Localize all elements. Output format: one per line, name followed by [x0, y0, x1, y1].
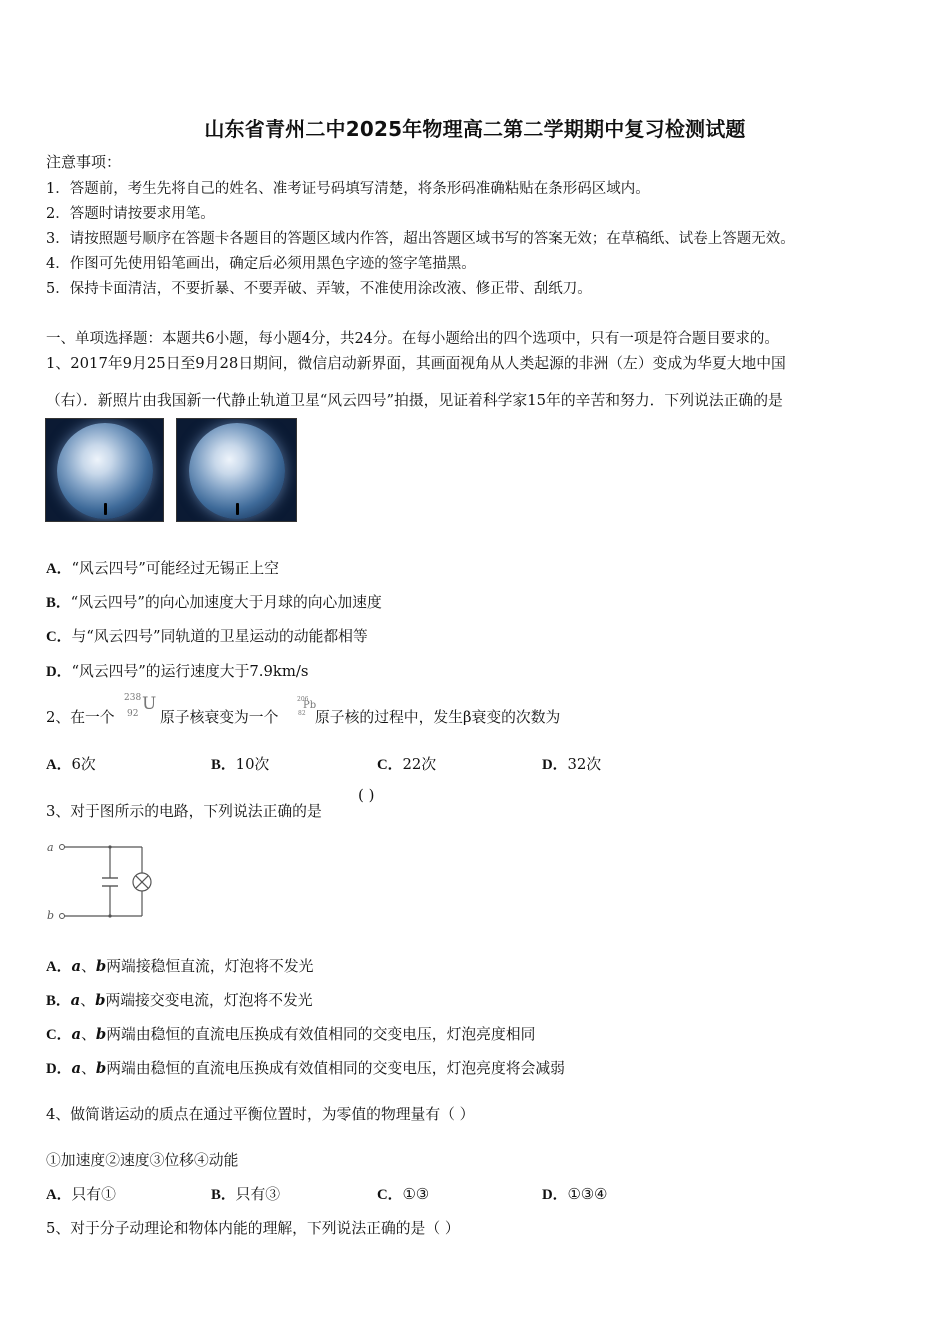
q2-stem-suffix: 原子核的过程中，发生β衰变的次数为: [315, 709, 561, 726]
person-silhouette-icon: [236, 503, 239, 515]
q1-stem-line1: 1、2017年9月25日至9月28日期间，微信启动新界面，其画面视角从人类起源的非洲（左）变成为华夏大地中国: [46, 355, 786, 372]
q2-stem-prefix: 2、在一个: [46, 709, 115, 726]
junction-bottom: [108, 914, 111, 917]
terminal-b-label: b: [47, 909, 55, 922]
lead-mass-number: 206: [297, 696, 309, 703]
q3-option-a: A．a、b两端接稳恒直流，灯泡将不发光: [46, 958, 314, 975]
q1-option-c: C．与“风云四号”同轨道的卫星运动的动能都相等: [46, 628, 368, 645]
q1-option-b: B．“风云四号”的向心加速度大于月球的向心加速度: [46, 594, 382, 611]
q3-option-d: D．a、b两端由稳恒的直流电压换成有效值相同的交变电压，灯泡亮度将会减弱: [46, 1060, 565, 1077]
q4-option-a: A．只有①: [46, 1186, 116, 1203]
note-item: 3．请按照题号顺序在答题卡各题目的答题区域内作答，超出答题区域书写的答案无效；在草稿纸、试卷上答题无效。: [46, 231, 795, 247]
q3-option-c: C．a、b两端由稳恒的直流电压换成有效值相同的交变电压，灯泡亮度相同: [46, 1026, 536, 1043]
q2-option-d: D．32次: [542, 756, 602, 773]
q2-stem-middle: 原子核衰变为一个: [160, 709, 279, 726]
q4-option-d: D．①③④: [542, 1186, 608, 1203]
uranium-atomic-number: 92: [127, 709, 139, 719]
earth-photo-china: [176, 418, 297, 522]
note-item: 2．答题时请按要求用笔。: [46, 206, 215, 222]
q3-option-b: B．a、b两端接交变电流，灯泡将不发光: [46, 992, 313, 1009]
q3-stem: 3、对于图所示的电路，下列说法正确的是: [46, 803, 322, 820]
terminal-a-node: [60, 845, 65, 850]
q1-option-d: D．“风云四号”的运行速度大于7.9km/s: [46, 663, 309, 680]
terminal-a-label: a: [47, 841, 54, 854]
uranium-mass-number: 238: [124, 693, 142, 703]
junction-top: [108, 845, 111, 848]
q2-option-c: C．22次: [377, 756, 437, 773]
q4-option-b: B．只有③: [211, 1186, 281, 1203]
circuit-wires: [65, 847, 143, 916]
person-silhouette-icon: [104, 503, 107, 515]
uranium-symbol: U: [142, 694, 157, 714]
q2-option-a: A．6次: [46, 756, 96, 773]
q2-option-b: B．10次: [211, 756, 270, 773]
lamp-icon: [133, 873, 151, 891]
q5-stem: 5、对于分子动理论和物体内能的理解，下列说法正确的是（ ）: [46, 1220, 460, 1237]
q1-stem-line2: （右）．新照片由我国新一代静止轨道卫星“风云四号”拍摄，见证着科学家15年的辛苦和努力．下列说法正确的是: [46, 392, 783, 409]
q1-option-a: A．“风云四号”可能经过无锡正上空: [46, 560, 279, 577]
earth-photo-africa: [45, 418, 164, 522]
circuit-diagram: [44, 836, 162, 924]
section-heading: 一、单项选择题：本题共6小题，每小题4分，共24分。在每小题给出的四个选项中，只有一项是符合题目要求的。: [46, 331, 779, 347]
q4-option-c: C．①③: [377, 1186, 430, 1203]
q3-answer-bracket: ( ): [358, 786, 375, 804]
note-item: 4．作图可先使用铅笔画出，确定后必须用黑色字迹的签字笔描黑。: [46, 256, 476, 272]
notes-heading: 注意事项：: [46, 153, 122, 171]
note-item: 1．答题前，考生先将自己的姓名、准考证号码填写清楚，将条形码准确粘贴在条形码区域内。: [46, 181, 650, 197]
q4-stem: 4、做简谐运动的质点在通过平衡位置时，为零值的物理量有（ ）: [46, 1106, 475, 1123]
q4-items: ①加速度②速度③位移④动能: [46, 1152, 239, 1169]
lead-symbol: Pb: [303, 700, 317, 711]
terminal-b-node: [60, 914, 65, 919]
capacitor-icon: [102, 878, 118, 886]
note-item: 5．保持卡面清洁，不要折暴、不要弄破、弄皱，不准使用涂改液、修正带、刮纸刀。: [46, 281, 592, 297]
page-title: 山东省青州二中2025年物理高二第二学期期中复习检测试题: [204, 117, 746, 141]
lead-atomic-number: 82: [298, 710, 306, 717]
